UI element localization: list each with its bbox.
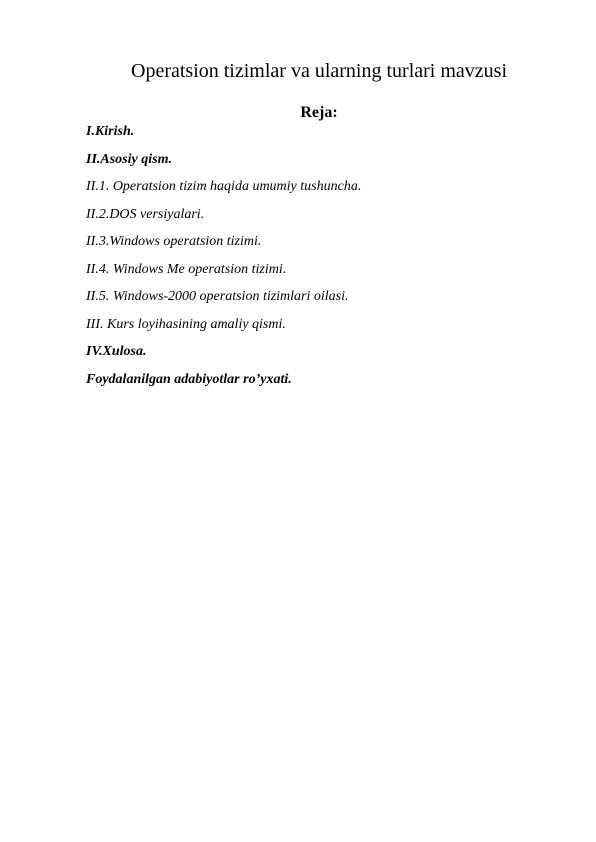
plan-item: IV.Xulosa. <box>86 344 147 359</box>
plan-item: I.Kirish. <box>86 124 135 139</box>
plan-heading: Reja: <box>300 104 338 121</box>
plan-list <box>86 121 361 396</box>
document-title: Operatsion tizimlar va ularning turlari mavzusi <box>131 60 507 82</box>
plan-item: III. Kurs loyihasining amaliy qismi. <box>86 316 286 332</box>
plan-item: Foydalanilgan adabiyotlar ro’yxati. <box>86 371 292 387</box>
plan-item: II.Asosiy qism. <box>86 151 172 167</box>
plan-item: II.5. Windows-2000 operatsion tizimlari oilasi. <box>86 289 349 304</box>
plan-item: II.3.Windows operatsion tizimi. <box>86 234 262 249</box>
plan-item: II.2.DOS versiyalari. <box>86 206 205 222</box>
plan-item: II.1. Operatsion tizim haqida umumiy tushuncha. <box>86 179 362 194</box>
plan-item: II.4. Windows Me operatsion tizimi. <box>86 261 287 277</box>
